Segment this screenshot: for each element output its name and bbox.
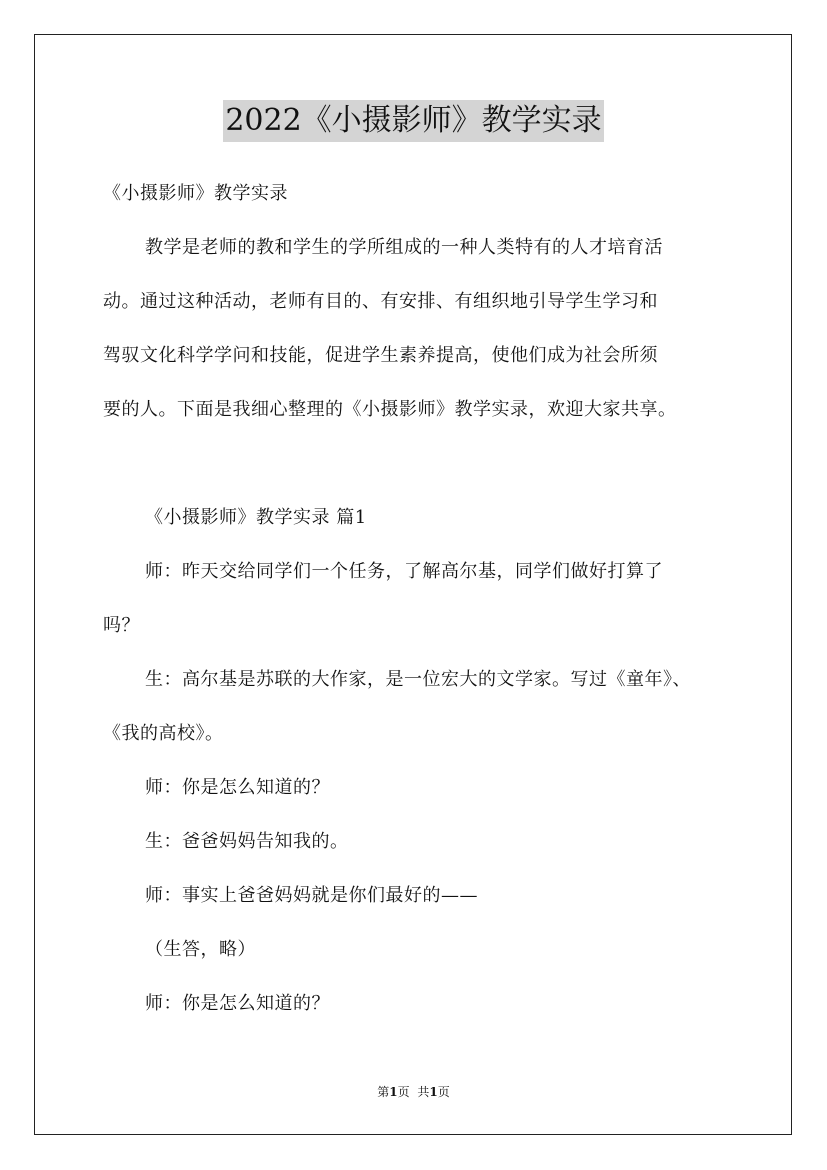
document-title: 2022《小摄影师》教学实录 [223, 100, 603, 142]
page-number: 1 [389, 1085, 398, 1099]
section-heading: 《小摄影师》教学实录 篇1 [145, 507, 367, 528]
document-title-wrapper [0, 100, 827, 142]
page-label-suffix: 页 [397, 1085, 410, 1099]
dialogue-line: 师：你是怎么知道的？ [145, 777, 330, 798]
dialogue-line: 师：昨天交给同学们一个任务，了解高尔基，同学们做好打算了 [145, 561, 663, 582]
dialogue-line: 《我的高校》。 [103, 723, 224, 744]
total-pages: 1 [429, 1085, 438, 1099]
page-footer [0, 1084, 827, 1100]
page-label-prefix: 第 [377, 1085, 390, 1099]
dialogue-line: （生答，略） [145, 939, 256, 960]
dialogue-line: 吗？ [103, 615, 140, 636]
dialogue-line: 师：事实上爸爸妈妈就是你们最好的—— [145, 885, 478, 906]
document-subtitle: 《小摄影师》教学实录 [103, 183, 288, 204]
total-label-prefix: 共 [417, 1085, 430, 1099]
intro-line: 教学是老师的教和学生的学所组成的一种人类特有的人才培育活 [145, 237, 663, 258]
dialogue-line: 生：爸爸妈妈告知我的。 [145, 831, 349, 852]
total-label-suffix: 页 [437, 1085, 450, 1099]
dialogue-line: 生：高尔基是苏联的大作家，是一位宏大的文学家。写过《童年》、 [145, 669, 691, 690]
intro-line: 要的人。下面是我细心整理的《小摄影师》教学实录，欢迎大家共享。 [103, 399, 677, 420]
dialogue-line: 师：你是怎么知道的？ [145, 993, 330, 1014]
intro-line: 驾驭文化科学学问和技能，促进学生素养提高，使他们成为社会所须 [103, 345, 658, 366]
intro-line: 动。通过这种活动，老师有目的、有安排、有组织地引导学生学习和 [103, 291, 658, 312]
